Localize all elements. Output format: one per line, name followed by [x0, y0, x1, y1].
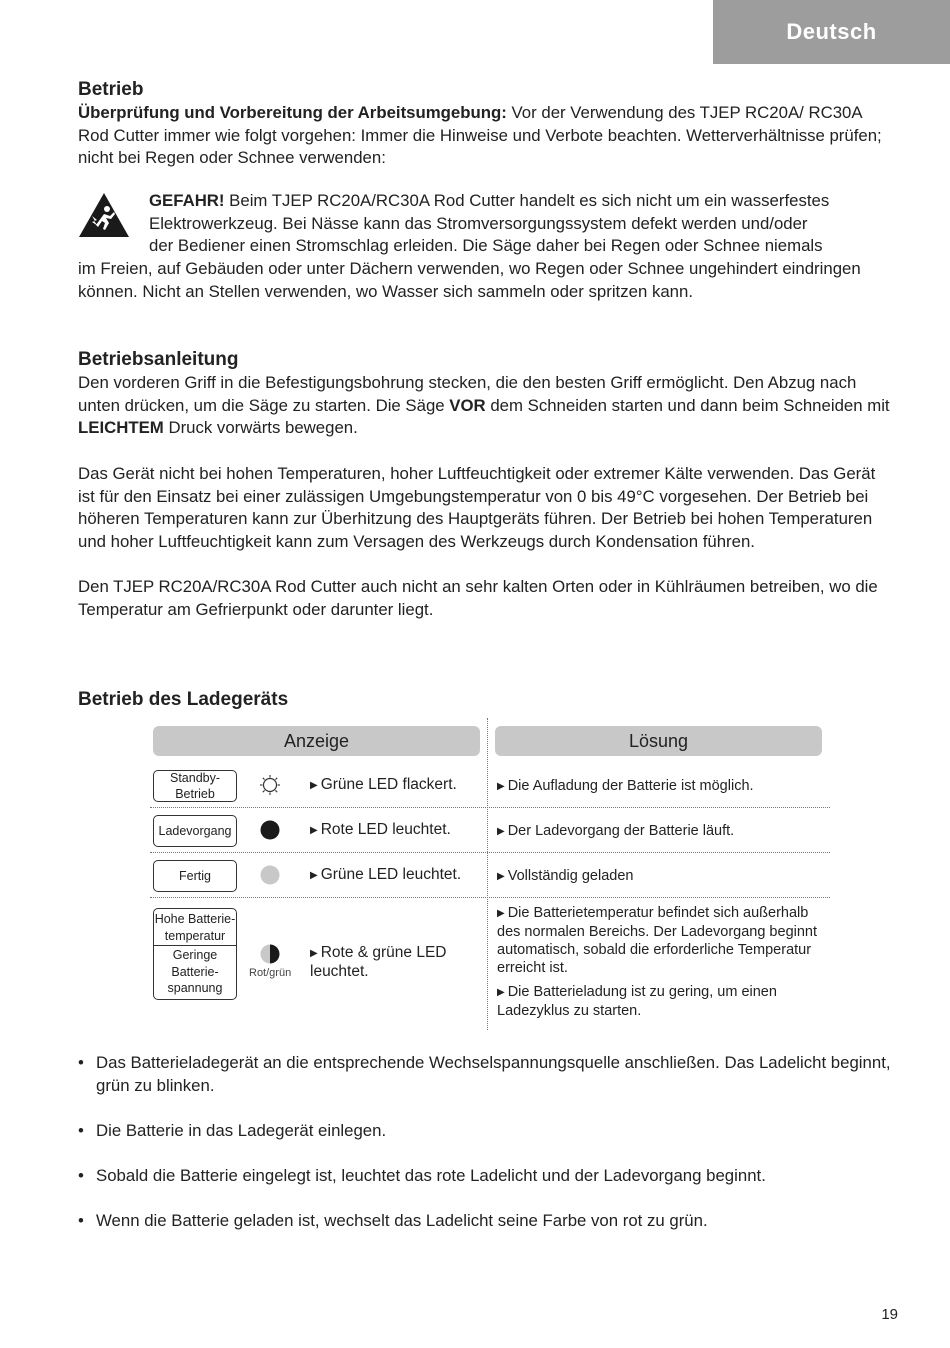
section-title-ladegeraet: Betrieb des Ladegeräts [78, 689, 289, 710]
led-text: Rote & grüne LED leuchtet. [310, 944, 447, 980]
betrieb-lead-bold: Überprüfung und Vorbereitung der Arbeitsumgebung: [78, 103, 507, 122]
list-item-text: Sobald die Batterie eingelegt ist, leuchtet das rote Ladelicht und der Ladevorgang beginnt. [96, 1166, 766, 1186]
list-item-text: Wenn die Batterie geladen ist, wechselt das Ladelicht seine Farbe von rot zu grün. [96, 1211, 708, 1231]
warning-line-3: der Bediener einen Stromschlag erleiden. Die Säge daher bei Regen oder Schnee niemals [149, 236, 823, 256]
led-green-icon [260, 865, 280, 885]
solution-row-1 [497, 777, 754, 796]
list-item [78, 1165, 898, 1188]
warning-block [78, 186, 898, 304]
led-text-row-3 [310, 866, 461, 885]
section-title-betrieb: Betrieb [78, 79, 144, 100]
arrow-icon: ▶ [310, 825, 318, 836]
state-fertig: Fertig [153, 860, 237, 892]
led-red-green-icon [260, 944, 280, 964]
solution-row-4b [497, 983, 827, 1020]
page-number: 19 [881, 1306, 898, 1323]
column-header-loesung: Lösung [495, 726, 822, 756]
led-text: Rote LED leuchtet. [320, 821, 451, 838]
anleitung-paragraph-2: Das Gerät nicht bei hohen Temperaturen, hoher Luftfeuchtigkeit oder extremer Kälte verwenden. Das Gerät ist für den Einsatz bei einer zulässigen Umgebungstemperatur von 0 bis 49°C vorgesehen. Der Betrieb bei höheren Temperaturen kann zur Überhitzung des Hauptgeräts führen. Der Betrieb bei hohen Temperaturen und hoher Luftfeuchtigkeit kann zum Versagen des Werkzeugs durch Kondensation führen. [78, 463, 876, 551]
column-divider [487, 718, 488, 1030]
warning-line-1 [78, 190, 898, 213]
arrow-icon: ▶ [310, 870, 318, 881]
list-item-text: Das Batterieladegerät an die entsprechende Wechselspannungsquelle anschließen. Das Ladelicht beginnt, grün zu blinken. [96, 1053, 891, 1095]
led-caption: Rot/grün [249, 967, 292, 979]
arrow-icon: ▶ [497, 908, 505, 919]
arrow-icon: ▶ [310, 948, 318, 959]
solution-row-4a [497, 904, 827, 977]
solution-text: Die Aufladung der Batterie ist möglich. [507, 778, 754, 794]
state-high-temperature: Hohe Batterie-temperatur [154, 909, 236, 946]
list-item [78, 1210, 898, 1233]
language-tab: Deutsch [713, 0, 950, 64]
state-ladevorgang: Ladevorgang [153, 815, 237, 847]
row-divider [150, 852, 830, 853]
list-item-text: Die Batterie in das Ladegerät einlegen. [96, 1120, 387, 1140]
anleitung-paragraph-3: Den TJEP RC20A/RC30A Rod Cutter auch nicht an sehr kalten Orten oder in Kühlräumen betreiben, wo die Temperatur am Gefrierpunkt oder darunter liegt. [78, 577, 878, 619]
section-betrieb [78, 78, 898, 170]
led-text-row-4 [310, 944, 480, 981]
warning-text-1: Beim TJEP RC20A/RC30A Rod Cutter handelt es sich nicht um ein wasserfestes [224, 191, 830, 210]
list-item [78, 1052, 898, 1097]
arrow-icon: ▶ [497, 781, 505, 792]
electric-shock-warning-icon [78, 192, 130, 238]
bullet-icon: • [78, 1166, 84, 1186]
column-header-anzeige: Anzeige [153, 726, 480, 756]
solution-row-2 [497, 822, 734, 841]
arrow-icon: ▶ [310, 780, 318, 791]
instruction-list [78, 1052, 898, 1256]
anleitung-p1-leichtem: LEICHTEM [78, 418, 164, 438]
warning-rest: im Freien, auf Gebäuden oder unter Dächern verwenden, wo Regen oder Schnee ungehindert eindringen können. Nicht an Stellen verwenden, wo Wasser sich sammeln oder spritzen kann. [78, 259, 861, 301]
led-red-icon [260, 820, 280, 840]
section-title-anleitung: Betriebsanleitung [78, 349, 239, 370]
warning-label: GEFAHR! [149, 191, 225, 210]
solution-text: Vollständig geladen [507, 868, 634, 884]
led-text: Grüne LED leuchtet. [320, 866, 462, 883]
anleitung-paragraph-1 [78, 372, 896, 440]
section-ladegeraet [78, 688, 898, 712]
led-flicker-icon [260, 775, 280, 795]
anleitung-p1-vor: VOR [449, 395, 486, 415]
solution-text: Die Batterietemperatur befindet sich außerhalb des normalen Bereichs. Der Ladevorgang beginnt automatisch, sobald die erforderliche Temperatur erreicht ist. [497, 905, 818, 976]
arrow-icon: ▶ [497, 871, 505, 882]
state-fault [153, 908, 237, 1000]
section-anleitung [78, 348, 898, 622]
bullet-icon: • [78, 1053, 84, 1072]
state-standby: Standby-Betrieb [153, 770, 237, 802]
row-divider [150, 807, 830, 808]
arrow-icon: ▶ [497, 987, 505, 998]
row-divider [150, 897, 830, 898]
betrieb-lead-paragraph [78, 102, 890, 170]
bullet-icon: • [78, 1211, 84, 1231]
solution-row-3 [497, 867, 633, 886]
arrow-icon: ▶ [497, 826, 505, 837]
list-item [78, 1120, 898, 1143]
led-text: Grüne LED flackert. [320, 776, 457, 793]
led-text-row-2 [310, 821, 451, 840]
led-text-row-1 [310, 776, 457, 795]
solution-text: Der Ladevorgang der Batterie läuft. [507, 823, 735, 839]
warning-line-2: Elektrowerkzeug. Bei Nässe kann das Stromversorgungssystem defekt werden und/oder [149, 213, 808, 233]
anleitung-p1-e: Druck vorwärts bewegen. [163, 418, 358, 438]
bullet-icon: • [78, 1120, 84, 1140]
anleitung-p1-c: dem Schneiden starten und dann beim Schneiden mit [485, 395, 890, 415]
charger-status-table [150, 718, 832, 1030]
anleitung-p1-a: Den vorderen Griff in die Befestigungsbohrung stecken, die den besten Griff ermöglicht. Den Abzug nach unten drücken, um die Säge zu starten. Die Säge [78, 373, 857, 415]
state-low-voltage: Geringe Batterie-spannung [167, 948, 223, 995]
solution-text: Die Batterieladung ist zu gering, um einen Ladezyklus zu starten. [497, 984, 777, 1019]
betrieb-lead-text: Vor der Verwendung des TJEP RC20A/ RC30A Rod Cutter immer wie folgt vorgehen: Immer die Hinweise und Verbote beachten. Wetterverhältnisse prüfen; nicht bei Regen oder Schnee verwenden: [78, 103, 882, 168]
